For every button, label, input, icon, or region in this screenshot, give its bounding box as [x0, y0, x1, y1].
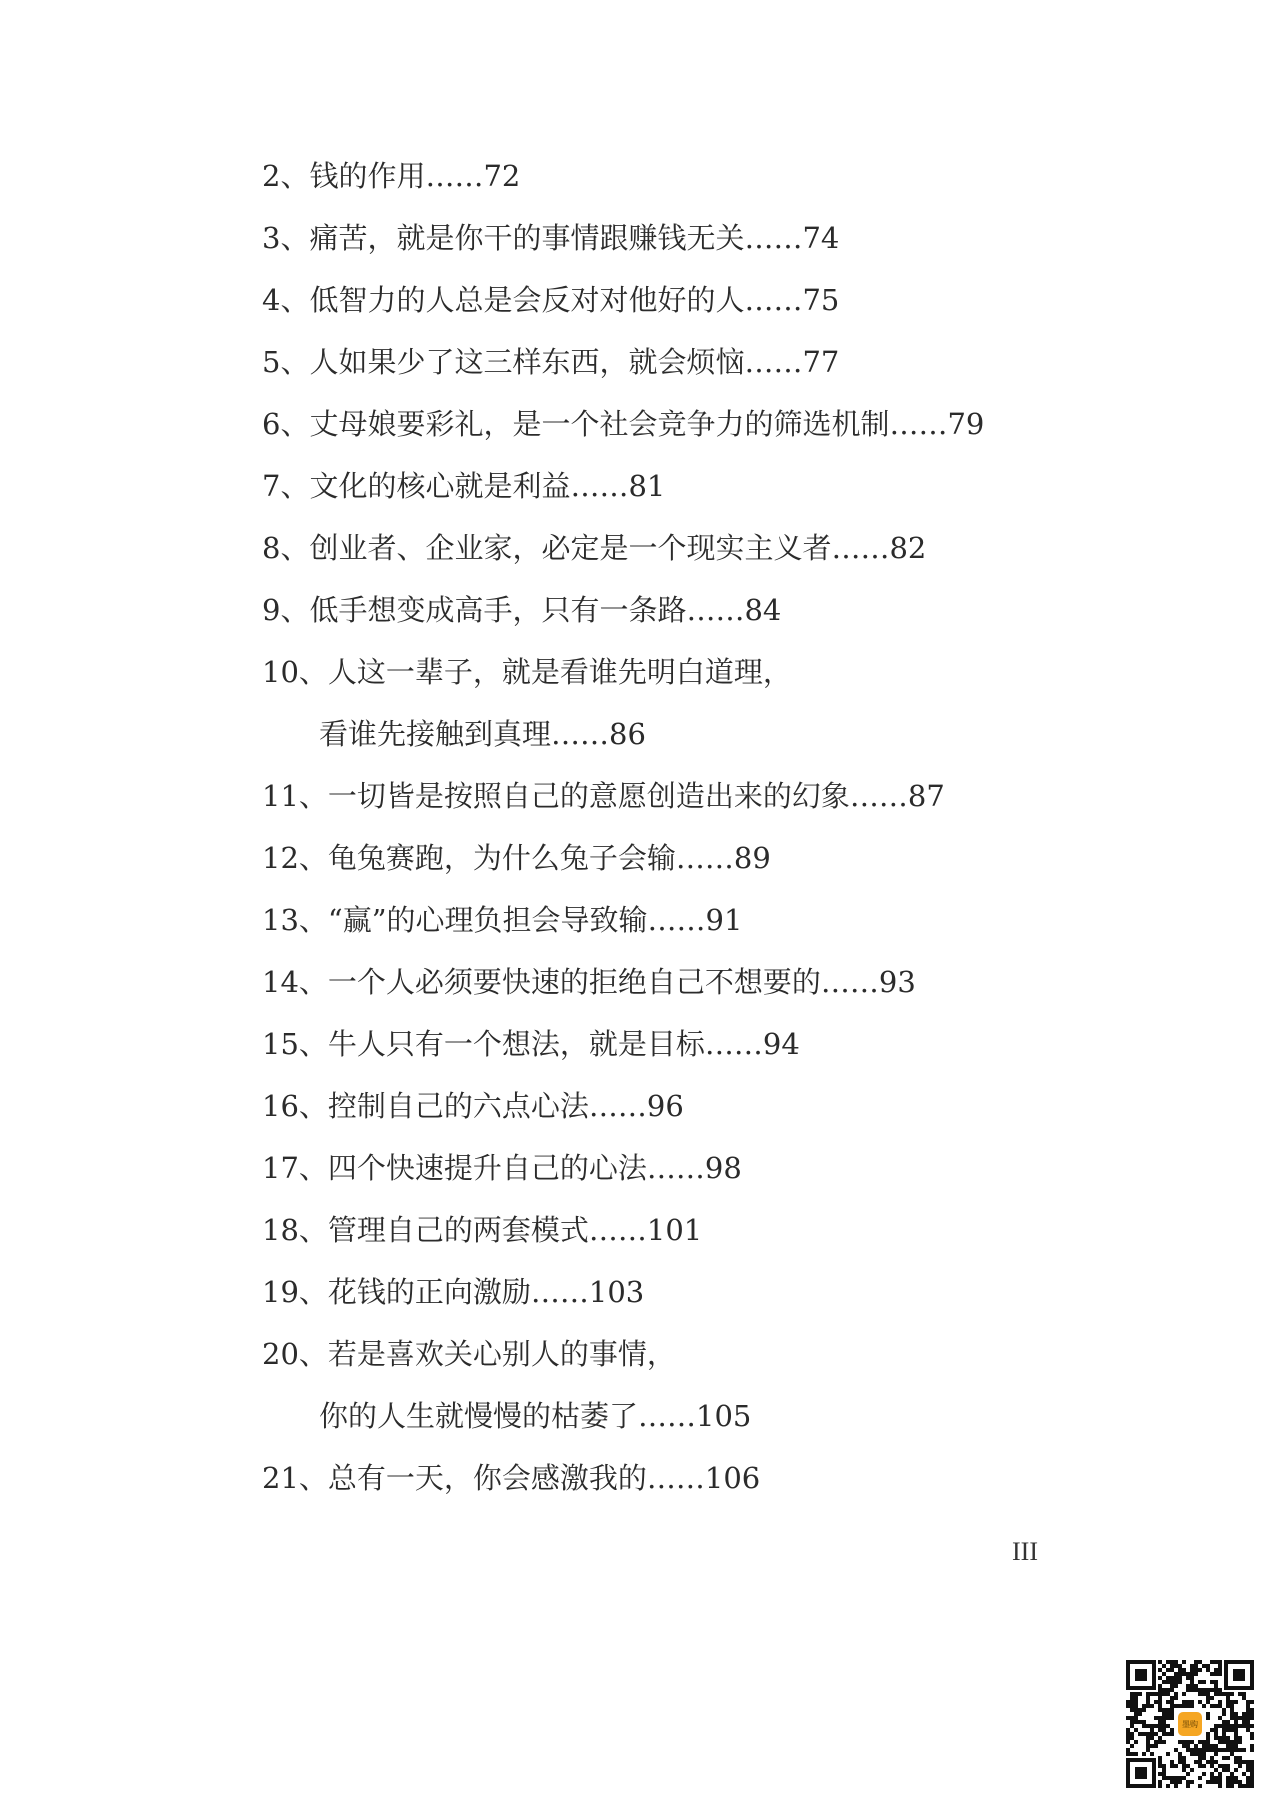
- qr-code-icon[interactable]: [1126, 1660, 1254, 1788]
- toc-entry: 15、牛人只有一个想法，就是目标……94: [262, 1027, 800, 1061]
- toc-entry: 12、龟兔赛跑，为什么兔子会输……89: [262, 841, 771, 875]
- toc-entry: 2、钱的作用……72: [262, 159, 521, 193]
- toc-entry: 19、花钱的正向激励……103: [262, 1275, 645, 1309]
- toc-entry: 3、痛苦，就是你干的事情跟赚钱无关……74: [262, 221, 840, 255]
- toc-entry-continuation: 你的人生就慢慢的枯萎了……105: [319, 1399, 752, 1433]
- toc-entry: 18、管理自己的两套模式……101: [262, 1213, 703, 1247]
- toc-entry: 14、一个人必须要快速的拒绝自己不想要的……93: [262, 965, 916, 999]
- table-of-contents: [262, 152, 1162, 1516]
- toc-entry: 21、总有一天，你会感激我的……106: [262, 1461, 761, 1495]
- toc-entry: 17、四个快速提升自己的心法……98: [262, 1151, 742, 1185]
- toc-entry: 5、人如果少了这三样东西，就会烦恼……77: [262, 345, 840, 379]
- toc-entry-continuation: 看谁先接触到真理……86: [319, 717, 646, 751]
- page-number: III: [1012, 1537, 1038, 1566]
- qr-badge-label: 墨购: [1182, 1720, 1198, 1729]
- toc-entry: 7、文化的核心就是利益……81: [262, 469, 666, 503]
- toc-entry: 9、低手想变成高手，只有一条路……84: [262, 593, 782, 627]
- toc-entry: 6、丈母娘要彩礼，是一个社会竞争力的筛选机制……79: [262, 407, 985, 441]
- toc-entry: 13、“赢”的心理负担会导致输……91: [262, 903, 743, 937]
- toc-entry: 16、控制自己的六点心法……96: [262, 1089, 684, 1123]
- toc-entry: 10、人这一辈子，就是看谁先明白道理，: [262, 655, 792, 689]
- toc-entry: 20、若是喜欢关心别人的事情，: [262, 1337, 676, 1371]
- toc-entry: 11、一切皆是按照自己的意愿创造出来的幻象……87: [262, 779, 945, 813]
- toc-entry: 8、创业者、企业家，必定是一个现实主义者……82: [262, 531, 927, 565]
- toc-entry: 4、低智力的人总是会反对对他好的人……75: [262, 283, 840, 317]
